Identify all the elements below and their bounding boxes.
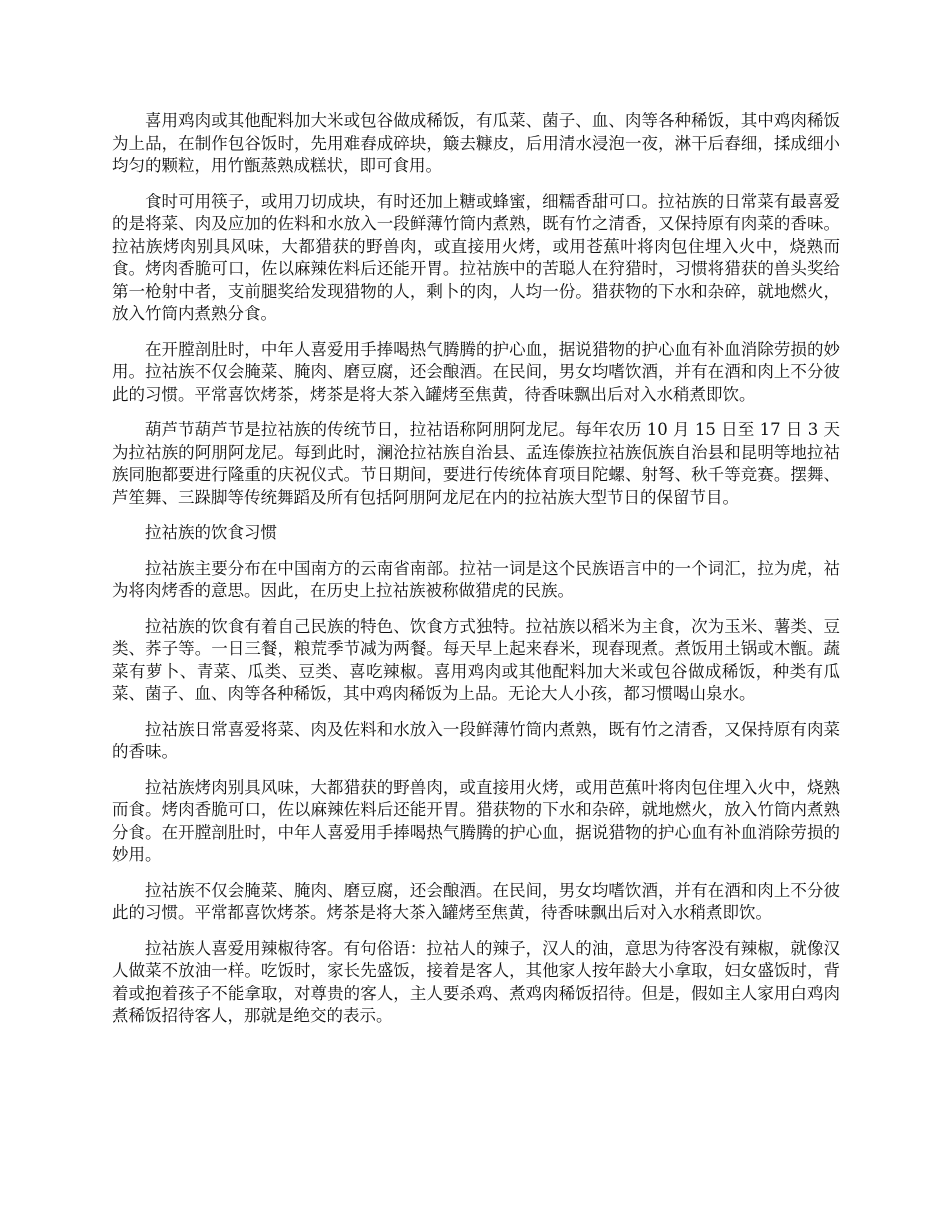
paragraph-eating-customs: 食时可用筷子，或用刀切成块，有时还加上糖或蜂蜜，细糯香甜可口。拉祜族的日常菜有最喜爱的是将菜、肉及应加的佐料和水放入一段鲜薄竹筒内煮熟，既有竹之清香，又保持原有肉菜的香味。拉祜族烤肉别具风味，大都猎获的野兽肉，或直接用火烤，或用苍蕉叶将肉包住埋入火中，烧熟而食。烤肉香脆可口，佐以麻辣佐料后还能开胃。拉祜族中的苦聪人在狩猎时，习惯将猎获的兽头奖给第一枪射中者，支前腿奖给发现猎物的人，剩卜的肉，人均一份。猎获物的下水和杂碎，就地燃火，放入竹筒内煮熟分食。 (112, 191, 840, 323)
paragraph-rice-porridge: 喜用鸡肉或其他配料加大米或包谷做成稀饭，有瓜菜、菌子、血、肉等各种稀饭，其中鸡肉稀饭为上品，在制作包谷饭时，先用难舂成碎块，簸去糠皮，后用清水浸泡一夜，淋干后舂细，揉成细小均匀的颗粒，用竹甑蒸熟成糕状，即可食用。 (112, 111, 840, 175)
paragraph-bamboo-cooking: 拉祜族日常喜爱将菜、肉及佐料和水放入一段鲜薄竹筒内煮熟，既有竹之清香，又保持原有肉菜的香味。 (112, 719, 840, 761)
paragraph-gourd-festival: 葫芦节葫芦节是拉祜族的传统节日，拉祜语称阿朋阿龙尼。每年农历 10 月 15 日至 17 日 3 天为拉祜族的阿朋阿龙尼。每到此时，澜沧拉祜族自治县、孟连傣族拉祜族佤族自治县和昆明等地拉祜族同胞都要进行隆重的庆祝仪式。节日期间，要进行传统体育项目陀螺、射弩、秋千等竞赛。摆舞、芦笙舞、三跺脚等传统舞蹈及所有包括阿朋阿龙尼在内的拉祜族大型节日的保留节目。 (112, 420, 840, 507)
paragraph-distribution: 拉祜族主要分布在中国南方的云南省南部。拉祜一词是这个民族语言中的一个词汇，拉为虎，祜为将肉烤香的意思。因此，在历史上拉祜族被称做猎虎的民族。 (112, 558, 840, 600)
paragraph-wine-tea: 拉祜族不仅会腌菜、腌肉、磨豆腐，还会酿酒。在民间，男女均嗜饮酒，并有在酒和肉上不分彼此的习惯。平常都喜饮烤茶。烤茶是将大茶入罐烤至焦黄，待香味飘出后对入水稍煮即饮。 (112, 880, 840, 922)
paragraph-diet-features: 拉祜族的饮食有着自己民族的特色、饮食方式独特。拉祜族以稻米为主食，次为玉米、薯类、豆类、荞子等。一日三餐，粮荒季节减为两餐。每天早上起来舂米，现舂现煮。煮饭用土锅或木甑。蔬菜有萝卜、青菜、瓜类、豆类、喜吃辣椒。喜用鸡肉或其他配料加大米或包谷做成稀饭，种类有瓜菜、菌子、血、肉等各种稀饭，其中鸡肉稀饭为上品。无论大人小孩，都习惯喝山泉水。 (112, 616, 840, 703)
paragraph-hospitality: 拉祜族人喜爱用辣椒待客。有句俗语：拉祜人的辣子，汉人的油，意思为待客没有辣椒，就像汉人做菜不放油一样。吃饭时，家长先盛饭，接着是客人，其他家人按年龄大小拿取，妇女盛饭时，背着或抱着孩子不能拿取，对尊贵的客人，主人要杀鸡、煮鸡肉稀饭招待。但是，假如主人家用白鸡肉煮稀饭招待客人，那就是绝交的表示。 (112, 938, 840, 1025)
document-page (112, 110, 840, 1041)
paragraph-roast-meat: 拉祜族烤肉别具风味，大都猎获的野兽肉，或直接用火烤，或用芭蕉叶将肉包住埋入火中，烧熟而食。烤肉香脆可口，佐以麻辣佐料后还能开胃。猎获物的下水和杂碎，就地燃火，放入竹筒内煮熟分食。在开膛剖肚时，中年人喜爱用手捧喝热气腾腾的护心血，据说猎物的护心血有补血消除劳损的妙用。 (112, 777, 840, 864)
section-heading: 拉祜族的饮食习惯 (145, 523, 277, 542)
paragraph-hunting-blood: 在开膛剖肚时，中年人喜爱用手捧喝热气腾腾的护心血，据说猎物的护心血有补血消除劳损的妙用。拉祜族不仅会腌菜、腌肉、磨豆腐，还会酿酒。在民间，男女均嗜饮酒，并有在酒和肉上不分彼此的习惯。平常喜饮烤茶，烤茶是将大茶入罐烤至焦黄，待香味飘出后对入水稍煮即饮。 (112, 339, 840, 404)
